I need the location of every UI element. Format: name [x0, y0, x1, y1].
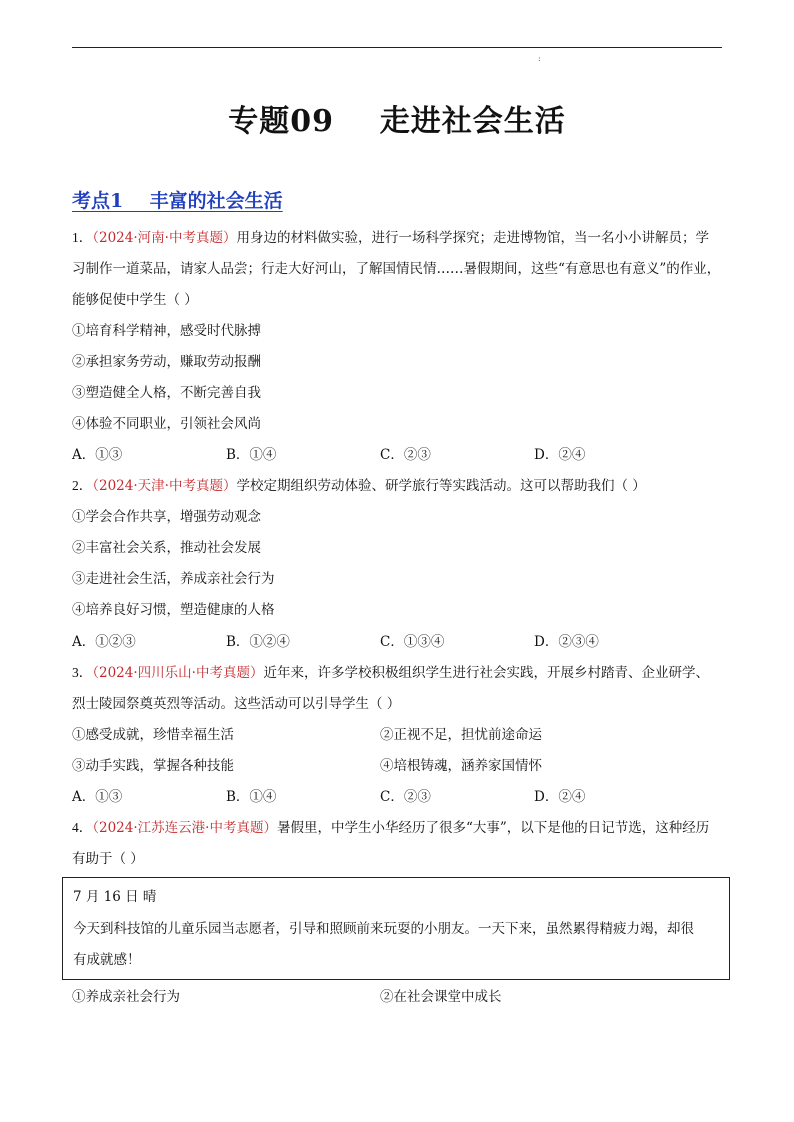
statement: ④培根铸魂，涵养家国情怀: [380, 758, 542, 774]
section-heading: 考点1 丰富的社会生活: [72, 190, 283, 212]
page-title: 专题09 走进社会生活: [228, 104, 566, 139]
question-1-line-1: 1．（2024·河南·中考真题）用身边的材料做实验，进行一场科学探究；走进博物馆，当一名小小讲解员；学: [72, 230, 709, 246]
statement: ①养成亲社会行为: [72, 989, 180, 1005]
diary-excerpt-box: [62, 877, 730, 980]
statement: ①学会合作共享，增强劳动观念: [72, 509, 261, 525]
question-1-line-3: 能够促使中学生（ ）: [72, 292, 198, 308]
option-d: D．②③④: [534, 634, 599, 650]
statement: ④体验不同职业，引领社会风尚: [72, 416, 261, 432]
statement: ②正视不足，担忧前途命运: [380, 727, 542, 743]
question-3-line-2: 烈士陵园祭奠英烈等活动。这些活动可以引导学生（ ）: [72, 696, 401, 712]
option-b: B．①④: [226, 789, 277, 805]
option-a: A．①③: [72, 789, 123, 805]
header-rule: [72, 47, 722, 48]
statement: ③动手实践，掌握各种技能: [72, 758, 234, 774]
diary-text-line-1: 今天到科技馆的儿童乐园当志愿者，引导和照顾前来玩耍的小朋友。一天下来，虽然累得精疲力竭，却很: [73, 921, 694, 937]
statement: ③走进社会生活，养成亲社会行为: [72, 571, 275, 587]
statement: ④培养良好习惯，塑造健康的人格: [72, 602, 275, 618]
diary-text-line-2: 有成就感！: [73, 952, 141, 968]
header-mark: :: [538, 54, 541, 63]
question-3-line-1: 3．（2024·四川乐山·中考真题）近年来，许多学校积极组织学生进行社会实践，开展乡村踏青、企业研学、: [72, 665, 709, 681]
statement: ②丰富社会关系，推动社会发展: [72, 540, 261, 556]
question-source: （2024·四川乐山·中考真题）: [92, 665, 264, 681]
option-c: C．①③④: [380, 634, 445, 650]
option-d: D．②④: [534, 789, 586, 805]
statement: ③塑造健全人格，不断完善自我: [72, 385, 261, 401]
option-b: B．①④: [226, 447, 277, 463]
question-4-line-1: 4．（2024·江苏连云港·中考真题）暑假里，中学生小华经历了很多“大事”，以下是他的日记节选，这种经历: [72, 820, 710, 836]
option-b: B．①②④: [226, 634, 290, 650]
question-4-line-2: 有助于（ ）: [72, 851, 144, 867]
option-a: A．①②③: [72, 634, 136, 650]
option-a: A．①③: [72, 447, 123, 463]
statement: ②承担家务劳动，赚取劳动报酬: [72, 354, 261, 370]
statement: ②在社会课堂中成长: [380, 989, 502, 1005]
question-2-line-1: 2．（2024·天津·中考真题）学校定期组织劳动体验、研学旅行等实践活动。这可以帮助我们（ ）: [72, 478, 646, 494]
option-c: C．②③: [380, 447, 431, 463]
question-source: （2024·天津·中考真题）: [92, 478, 237, 494]
diary-date: 7 月 16 日 晴: [73, 889, 157, 905]
question-1-line-2: 习制作一道菜品，请家人品尝；行走大好河山，了解国情民情……暑假期间，这些“有意思也有意义”的作业，: [72, 261, 721, 277]
statement: ①感受成就，珍惜幸福生活: [72, 727, 234, 743]
question-source: （2024·河南·中考真题）: [92, 230, 237, 246]
question-source: （2024·江苏连云港·中考真题）: [92, 820, 277, 836]
statement: ①培育科学精神，感受时代脉搏: [72, 323, 261, 339]
option-d: D．②④: [534, 447, 586, 463]
option-c: C．②③: [380, 789, 431, 805]
